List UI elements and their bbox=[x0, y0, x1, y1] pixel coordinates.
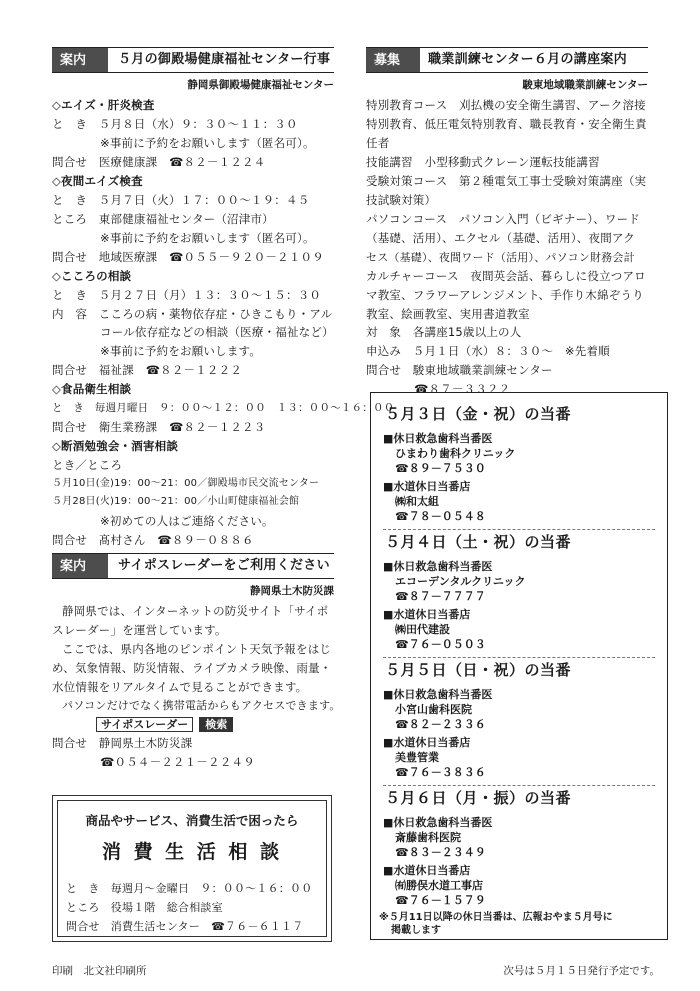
consumer-lead: 商品やサービス、消費生活で困ったら bbox=[85, 813, 299, 828]
holiday-note: ※５月11日以降の休日当番は、広報おやま５月号に bbox=[379, 912, 613, 923]
holiday-duty-box bbox=[370, 392, 668, 940]
dental-label: ■休日救急歯科当番医 bbox=[383, 688, 493, 701]
water-name: ㈱和太組 bbox=[395, 495, 439, 508]
event-line: と き ５月８日（水）９：３０～１１：３０ bbox=[52, 117, 298, 131]
course-line: 技能講習 小型移動式クレーン運転技能講習 bbox=[366, 155, 600, 169]
course-line: 申込み ５月１日（水）８：３０～ ※先着順 bbox=[366, 344, 610, 358]
holiday-title: ５月３日（金・祝）の当番 bbox=[385, 405, 572, 423]
dental-label: ■休日救急歯科当番医 bbox=[383, 816, 493, 829]
section-org: 静岡県御殿場健康福祉センター bbox=[187, 79, 334, 91]
body-line: パソコンだけでなく携帯電話からもアクセスできます。 bbox=[62, 699, 341, 712]
event-line: と き 毎週月曜日 ９：００～１２：００ １３：００～１６：００ bbox=[52, 402, 395, 414]
event-line: ※初めての人はご連絡ください。 bbox=[100, 514, 274, 528]
section-tag: 案内 bbox=[52, 48, 108, 72]
water-label: ■水道休日当番店 bbox=[383, 736, 471, 749]
divider bbox=[383, 657, 655, 658]
event-line: と き ５月７日（火）１７：００～１９：４５ bbox=[52, 193, 310, 207]
section-title: サイポスレーダーをご利用ください bbox=[118, 558, 330, 573]
water-tel: ☎７６－３８３６ bbox=[395, 766, 486, 779]
course-line: 任者 bbox=[366, 136, 390, 150]
event-line: 問合せ 福祉課 ☎８２－１２２２ bbox=[52, 363, 243, 377]
consumer-consultation-box bbox=[52, 795, 332, 942]
course-line: 対 象 各講座15歳以上の人 bbox=[366, 325, 522, 339]
body-line: 水位情報をリアルタイムで見ることができます。 bbox=[52, 680, 308, 694]
consumer-line: 問合せ 消費生活センター ☎７６－６１１７ bbox=[66, 920, 304, 933]
section-tag: 募集 bbox=[366, 48, 420, 72]
dental-name: 斎藤歯科医院 bbox=[395, 831, 461, 844]
body-line: ☎０５４－２２１－２２４９ bbox=[100, 755, 255, 769]
course-line: 教室、絵画教室、実用書道教室 bbox=[366, 307, 530, 321]
dental-tel: ☎８７－７７７７ bbox=[395, 590, 486, 603]
body-line: め、気象情報、防災情報、ライブカメラ映像、雨量・ bbox=[52, 661, 332, 675]
body-line: ここでは、県内各地のピンポイント天気予報をはじ bbox=[62, 642, 332, 656]
event-heading: ◇断酒勉強会・酒害相談 bbox=[52, 439, 179, 453]
event-line: ５月10日(金)19：00～21：00／御殿場市民交流センター bbox=[52, 478, 320, 489]
event-line: ※事前に予約をお願いします（匿名可）。 bbox=[100, 231, 315, 245]
event-heading: ◇食品衛生相談 bbox=[52, 382, 132, 396]
course-line: （基礎、活用）、エクセル（基礎、活用）、夜間アク bbox=[366, 231, 635, 245]
section-header-health bbox=[52, 47, 334, 73]
event-line: ところ 東部健康福祉センター（沼津市） bbox=[52, 212, 274, 226]
dental-name: ひまわり歯科クリニック bbox=[395, 447, 516, 460]
event-line: 問合せ 地域医療課 ☎０５５－９２０－２１０９ bbox=[52, 250, 324, 264]
printer-credit: 印刷 北文社印刷所 bbox=[52, 965, 147, 977]
event-line: ５月28日(火)19：00～21：00／小山町健康福祉会館 bbox=[52, 496, 300, 507]
course-line: 技試験対策） bbox=[366, 193, 437, 207]
dental-name: 小宮山歯科医院 bbox=[395, 703, 472, 716]
section-tag: 案内 bbox=[52, 554, 108, 578]
dental-tel: ☎８２－２３３６ bbox=[395, 718, 486, 731]
event-heading: ◇こころの相談 bbox=[52, 269, 132, 283]
consumer-title: 消 費 生 活 相 談 bbox=[101, 841, 283, 863]
search-button[interactable]: 検索 bbox=[199, 717, 233, 732]
search-box[interactable] bbox=[96, 717, 233, 732]
course-line: 特別教育コース 刈払機の安全衛生講習、アーク溶接 bbox=[366, 98, 646, 112]
body-line: 静岡県では、インターネットの防災サイト「サイポ bbox=[62, 604, 329, 618]
section-org: 静岡県土木防災課 bbox=[250, 585, 334, 597]
consumer-line: ところ 役場１階 総合相談室 bbox=[66, 901, 223, 914]
event-line: 問合せ 衛生業務課 ☎８２－１２２３ bbox=[52, 420, 266, 434]
holiday-note: 掲載します bbox=[391, 925, 441, 936]
consumer-line: と き 毎週月～金曜日 ９：００～１６：００ bbox=[66, 882, 313, 895]
water-name: ㈱田代建設 bbox=[395, 623, 450, 636]
event-line: コール依存症などの相談（医療・福祉など） bbox=[100, 325, 334, 339]
dental-tel: ☎８３－２３４９ bbox=[395, 846, 486, 859]
course-line: 特別教育、低圧電気特別教育、職長教育・安全衛生責 bbox=[366, 117, 647, 131]
course-line: 受験対策コース 第２種電気工事士受験対策講座（実 bbox=[366, 174, 647, 188]
section-org: 駿東地域職業訓練センター bbox=[522, 79, 648, 91]
course-line: マ教室、フラワーアレンジメント、手作り木綿ぞうり bbox=[366, 288, 644, 302]
body-line: スレーダー」を運営しています。 bbox=[52, 623, 227, 637]
holiday-title: ５月５日（日・祝）の当番 bbox=[385, 661, 572, 679]
dental-label: ■休日救急歯科当番医 bbox=[383, 432, 493, 445]
event-line: 内 容 こころの病・薬物依存症・ひきこもり・アル bbox=[52, 307, 333, 321]
event-line: 問合せ 髙村さん ☎８９－０８８６ bbox=[52, 533, 254, 547]
course-line: ☎８７－３３２２ bbox=[414, 382, 511, 396]
course-line: 問合せ 駿東地域職業訓練センター bbox=[366, 363, 553, 377]
section-header-training bbox=[366, 47, 648, 73]
dental-tel: ☎８９－７５３０ bbox=[395, 462, 486, 475]
water-name: ㈲勝俣水道工事店 bbox=[395, 879, 483, 892]
event-line: ※事前に予約をお願いします。 bbox=[100, 344, 262, 358]
course-line: セス（基礎）、夜間ワード（活用）、パソコン財務会計 bbox=[366, 251, 635, 264]
event-line: と き ５月２７日（月）１３：３０～１５：３０ bbox=[52, 288, 322, 302]
water-tel: ☎７６－１５７９ bbox=[395, 894, 486, 907]
event-line: とき／ところ bbox=[52, 458, 123, 472]
divider bbox=[383, 785, 655, 786]
course-line: パソコンコース パソコン入門（ビギナー）、ワード bbox=[366, 212, 641, 226]
course-line: カルチャーコース 夜間英会話、暮らしに役立つアロ bbox=[366, 269, 646, 283]
section-title: 職業訓練センター６月の講座案内 bbox=[428, 52, 627, 67]
holiday-title: ５月４日（土・祝）の当番 bbox=[385, 533, 572, 551]
dental-name: エコーデンタルクリニック bbox=[395, 575, 526, 588]
water-label: ■水道休日当番店 bbox=[383, 480, 471, 493]
water-label: ■水道休日当番店 bbox=[383, 608, 471, 621]
event-heading: ◇夜間エイズ検査 bbox=[52, 174, 143, 188]
body-line: 問合せ 静岡県土木防災課 bbox=[52, 736, 193, 750]
water-label: ■水道休日当番店 bbox=[383, 864, 471, 877]
section-title: ５月の御殿場健康福祉センター行事 bbox=[118, 52, 331, 67]
search-term: サイポスレーダー bbox=[96, 717, 193, 732]
water-name: 美豊管業 bbox=[395, 751, 439, 764]
water-tel: ☎７８－０５４８ bbox=[395, 510, 486, 523]
event-line: ※事前に予約をお願いします（匿名可）。 bbox=[100, 136, 315, 150]
event-line: 問合せ 医療健康課 ☎８２－１２２４ bbox=[52, 155, 266, 169]
section-header-saipos bbox=[52, 553, 334, 579]
dental-label: ■休日救急歯科当番医 bbox=[383, 560, 493, 573]
water-tel: ☎７６－０５０３ bbox=[395, 638, 486, 651]
next-issue-note: 次号は５月１５日発行予定です。 bbox=[503, 965, 660, 977]
event-heading: ◇エイズ・肝炎検査 bbox=[52, 98, 155, 112]
divider bbox=[383, 529, 655, 530]
holiday-title: ５月６日（月・振）の当番 bbox=[385, 789, 572, 807]
